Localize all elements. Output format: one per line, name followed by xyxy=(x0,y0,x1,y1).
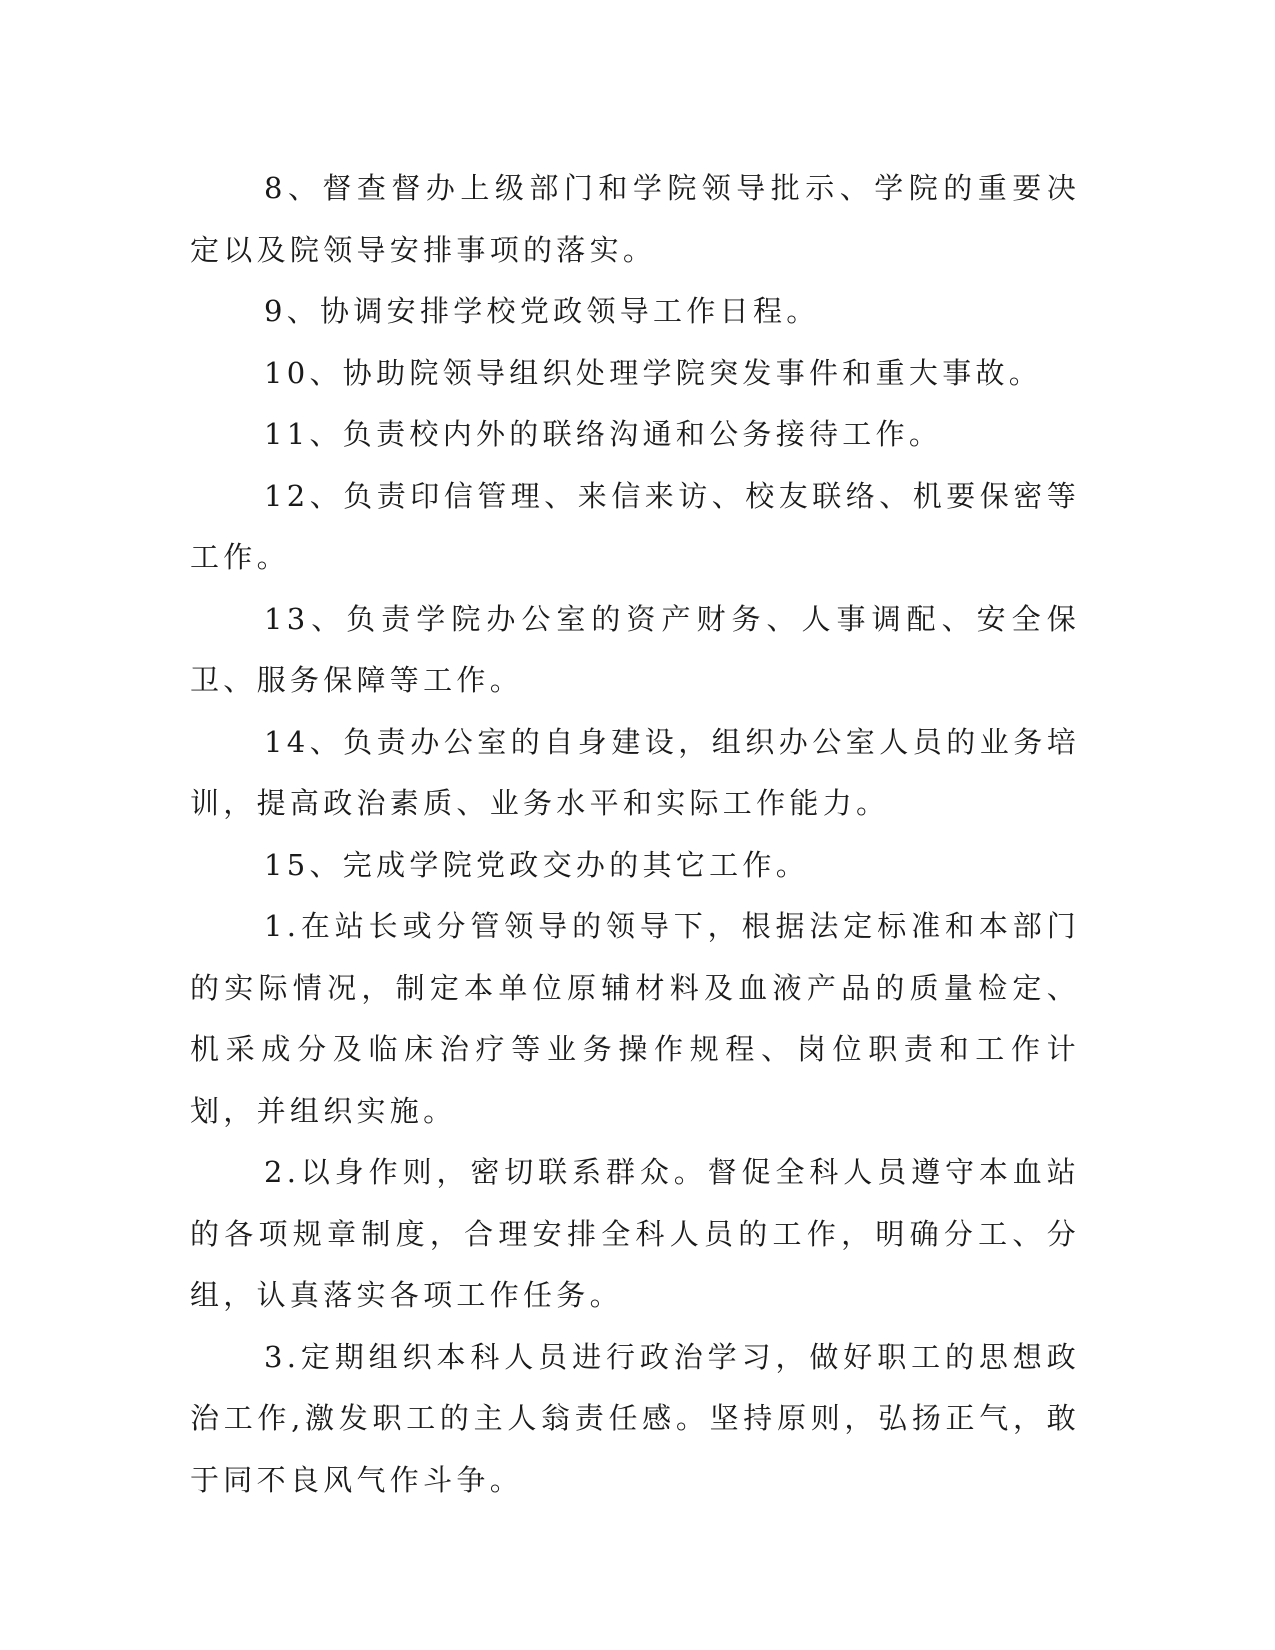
paragraph-item-9: 9、协调安排学校党政领导工作日程。 xyxy=(264,294,820,328)
paragraph-duty-1: 1.在站长或分管领导的领导下，根据法定标准和本部门的实际情况，制定本单位原辅材料及血液产品的质量检定、机采成分及临床治疗等业务操作规程、岗位职责和工作计划，并组织实施。 xyxy=(190,909,1080,1128)
paragraph-item-11: 11、负责校内外的联络沟通和公务接待工作。 xyxy=(264,417,943,451)
paragraph-duty-2: 2.以身作则，密切联系群众。督促全科人员遵守本血站的各项规章制度，合理安排全科人员的工作，明确分工、分组，认真落实各项工作任务。 xyxy=(190,1155,1080,1312)
document-body xyxy=(190,158,1080,1511)
paragraph-item-13: 13、负责学院办公室的资产财务、人事调配、安全保卫、服务保障等工作。 xyxy=(190,601,1080,697)
paragraph-item-12: 12、负责印信管理、来信来访、校友联络、机要保密等工作。 xyxy=(190,478,1080,574)
paragraph-item-14: 14、负责办公室的自身建设，组织办公室人员的业务培训，提高政治素质、业务水平和实际工作能力。 xyxy=(190,724,1080,820)
paragraph-item-8: 8、督查督办上级部门和学院领导批示、学院的重要决定以及院领导安排事项的落实。 xyxy=(190,171,1080,267)
paragraph-item-10: 10、协助院领导组织处理学院突发事件和重大事故。 xyxy=(264,355,1043,390)
paragraph-duty-3: 3.定期组织本科人员进行政治学习，做好职工的思想政治工作,激发职工的主人翁责任感。坚持原则，弘扬正气，敢于同不良风气作斗争。 xyxy=(190,1339,1080,1497)
paragraph-item-15: 15、完成学院党政交办的其它工作。 xyxy=(264,847,810,882)
